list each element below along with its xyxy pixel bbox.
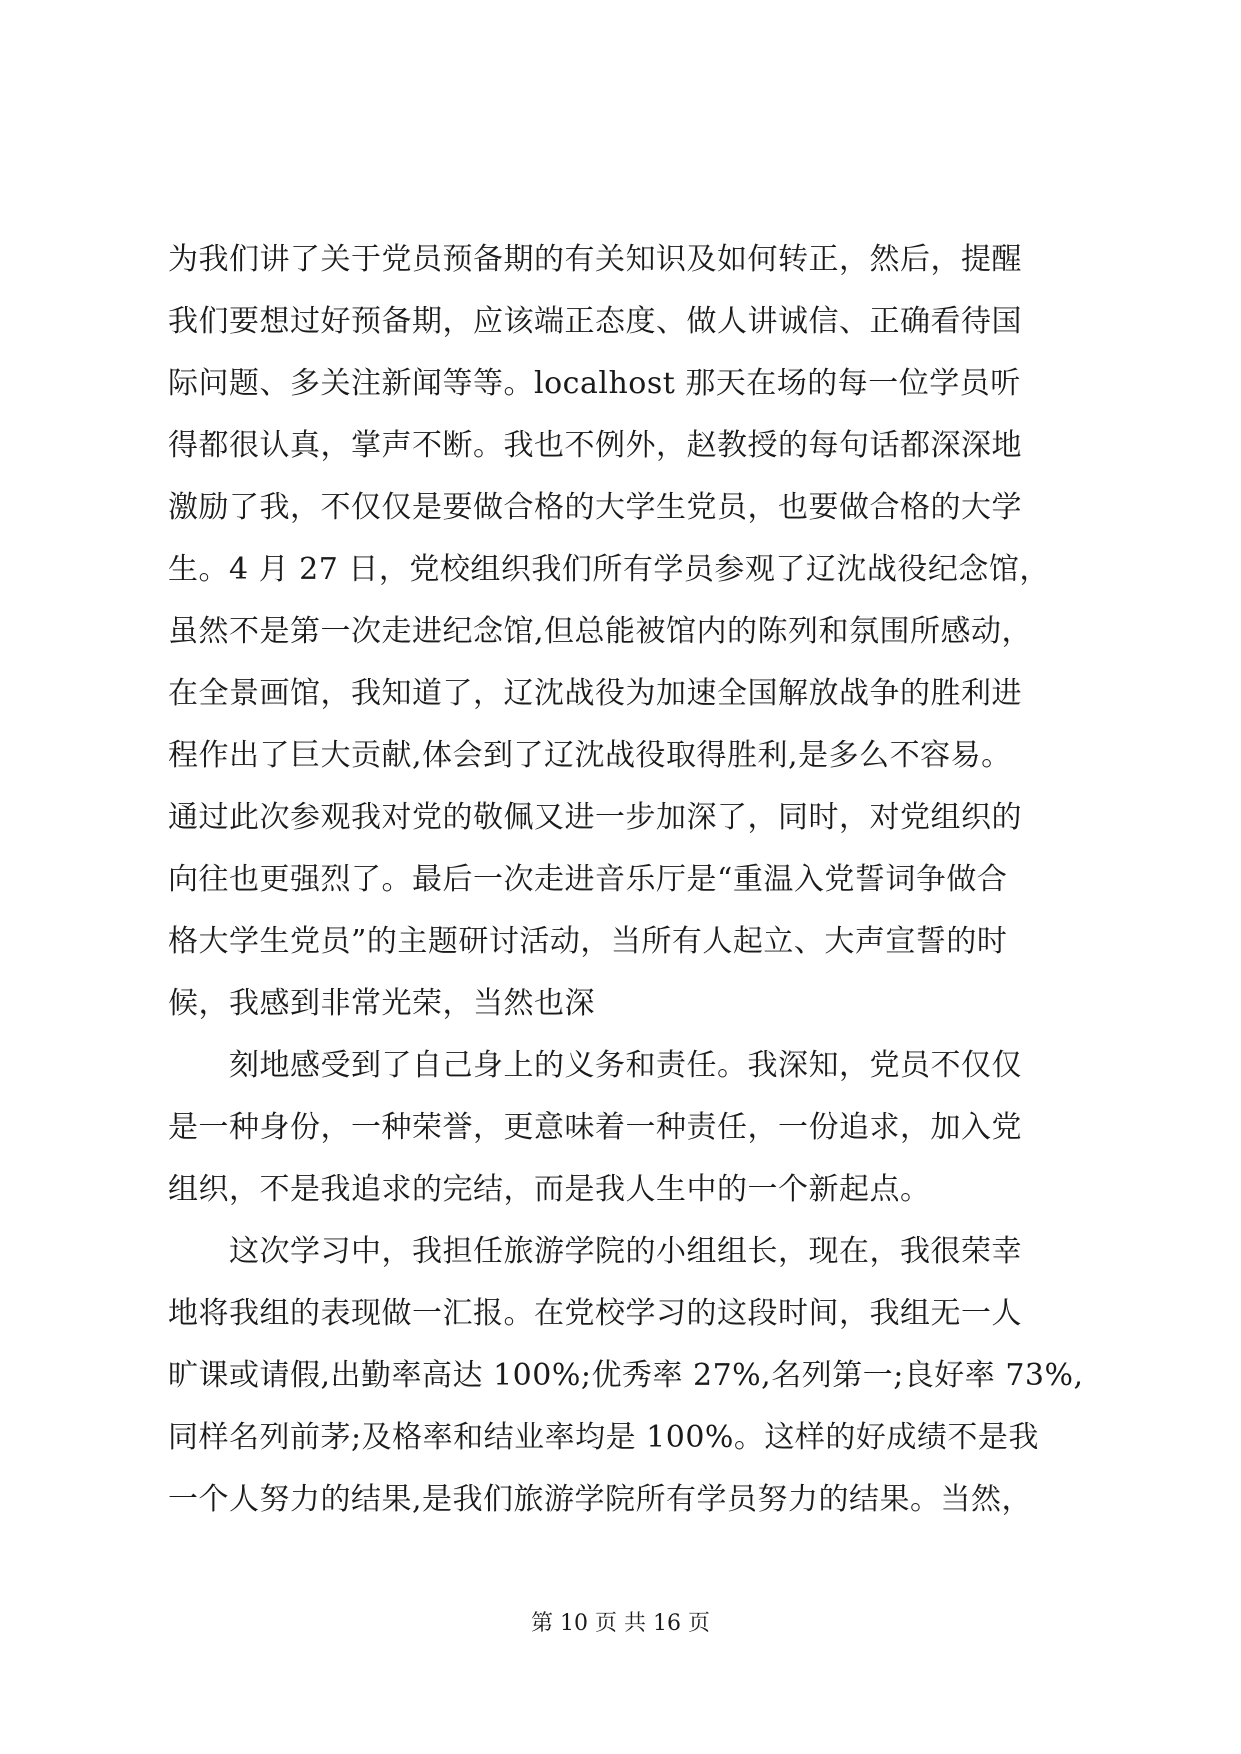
text-line: 程作出了巨大贡献,体会到了辽沈战役取得胜利,是多么不容易。	[168, 738, 1012, 773]
text-line: 这次学习中，我担任旅游学院的小组组长，现在，我很荣幸	[168, 1234, 1022, 1269]
text-line: 际问题、多关注新闻等等。localhost 那天在场的每一位学员听	[168, 366, 1021, 401]
text-line: 是一种身份，一种荣誉，更意味着一种责任，一份追求，加入党	[168, 1110, 1022, 1145]
text-line: 我们要想过好预备期，应该端正态度、做人讲诚信、正确看待国	[168, 304, 1022, 339]
text-line: 得都很认真，掌声不断。我也不例外，赵教授的每句话都深深地	[168, 428, 1022, 463]
body-text	[168, 229, 1088, 1531]
text-line: 旷课或请假,出勤率高达 100%;优秀率 27%,名列第一;良好率 73%,	[168, 1358, 1084, 1393]
text-line: 候，我感到非常光荣，当然也深	[168, 986, 595, 1021]
page-number-footer: 第 10 页 共 16 页	[531, 1611, 710, 1636]
text-line: 组织，不是我追求的完结，而是我人生中的一个新起点。	[168, 1172, 931, 1207]
text-line: 刻地感受到了自己身上的义务和责任。我深知，党员不仅仅	[168, 1048, 1022, 1083]
text-line: 通过此次参观我对党的敬佩又进一步加深了，同时，对党组织的	[168, 800, 1022, 835]
text-line: 格大学生党员”的主题研讨活动，当所有人起立、大声宣誓的时	[168, 924, 1008, 959]
text-line: 激励了我，不仅仅是要做合格的大学生党员，也要做合格的大学	[168, 490, 1022, 525]
text-line: 在全景画馆，我知道了，辽沈战役为加速全国解放战争的胜利进	[168, 676, 1022, 711]
text-line: 地将我组的表现做一汇报。在党校学习的这段时间，我组无一人	[168, 1296, 1022, 1331]
text-line: 同样名列前茅;及格率和结业率均是 100%。这样的好成绩不是我	[168, 1420, 1039, 1455]
text-line: 虽然不是第一次走进纪念馆,但总能被馆内的陈列和氛围所感动，	[168, 614, 1033, 649]
text-line: 为我们讲了关于党员预备期的有关知识及如何转正，然后，提醒	[168, 242, 1022, 277]
text-line: 生。4 月 27 日，党校组织我们所有学员参观了辽沈战役纪念馆，	[168, 552, 1050, 587]
text-line: 向往也更强烈了。最后一次走进音乐厅是“重温入党誓词争做合	[168, 862, 1008, 897]
text-line: 一个人努力的结果,是我们旅游学院所有学员努力的结果。当然，	[168, 1482, 1033, 1517]
